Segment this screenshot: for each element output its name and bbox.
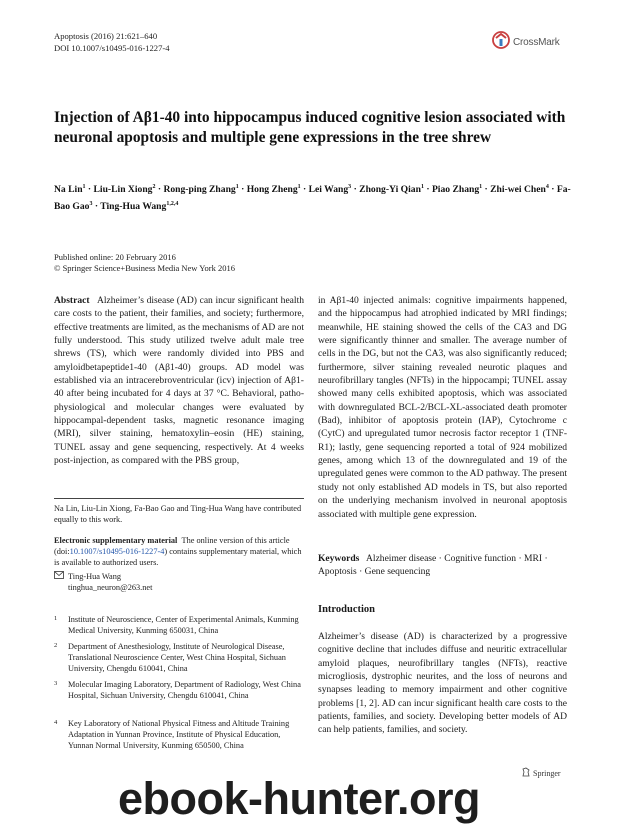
article-title: Injection of Aβ1-40 into hippocampus induced cognitive lesion associated with neuronal apoptosis and multiple gene expressions in the tree shrew: [54, 109, 566, 146]
crossmark-label: CrossMark: [513, 37, 560, 48]
publication-info: [54, 252, 235, 274]
affiliation-number: 2: [54, 642, 58, 649]
affiliation-number: 1: [54, 615, 58, 622]
publisher-mark: [521, 767, 561, 779]
crossmark-icon: [492, 31, 510, 54]
abstract-text-left: Alzheimer’s disease (AD) can incur significant health care costs to the patient, their families, and society; furthermore, effective treatments are limited, as the mechanisms of AD are not fully understood. This study utilized twelve adult male tree shrews (TS), which were randomly divided into PBS and amyloidbetapeptide1-40 (Aβ1-40) groups. AD model was established via an intracerebroventricular (icv) injection of Aβ1-40 after being incubated for 4 days at 37 °C. Behavioral, patho-physiological and molecular changes were evaluated by hippocampal-dependent tasks, magnetic resonance imaging (MRI), silver staining, hematoxylin–eosin (HE) staining, TUNEL assay and gene sequencing, respectively. At 4 weeks post-injection, as compared with the PBS group,: [54, 295, 304, 467]
envelope-icon: [54, 571, 68, 582]
affiliation-text: Molecular Imaging Laboratory, Department of Radiology, West China Hospital, Sichuan University, Chengdu 610041, China: [68, 680, 301, 700]
author-affiliation-mark: 3: [348, 184, 352, 190]
author-name: Hong Zheng$^1$: [246, 184, 301, 196]
author-affiliation-mark: 1: [420, 184, 424, 190]
published-date: Published online: 20 February 2016: [54, 252, 176, 262]
introduction-heading: Introduction: [318, 604, 375, 615]
abstract-right: [318, 294, 567, 521]
esm-text-a: The online version of this article (doi:: [54, 536, 290, 556]
author-name: Fa-Bao Gao$^3$: [54, 184, 571, 213]
author-affiliation-mark: 1,2,4: [166, 201, 179, 208]
doi-line: DOI 10.1007/s10495-016-1227-4: [54, 42, 170, 53]
author-name: Na Lin$^1$: [54, 184, 86, 196]
author-affiliation-mark: 3: [89, 201, 93, 208]
affiliation-number: 4: [54, 719, 58, 726]
author-name: Liu-Lin Xiong$^2$: [93, 184, 156, 196]
journal-header: [54, 31, 170, 54]
copyright-line: © Springer Science+Business Media New York 2016: [54, 263, 235, 273]
affiliation-4: [54, 718, 304, 751]
author-name: Lei Wang$^3$: [308, 184, 352, 196]
author-name: Zhong-Yi Qian$^1$: [359, 184, 424, 196]
author-name: Rong-ping Zhang$^1$: [163, 184, 239, 196]
corresponding-author: [54, 571, 304, 593]
affiliation-text: Institute of Neuroscience, Center of Experimental Animals, Kunming Medical University, Kunming 650031, China: [68, 615, 299, 635]
abstract-text-right: in Aβ1-40 injected animals: cognitive impairments happened, and the hippocampus had atrophied indicated by MRI findings; meanwhile, HE staining showed the cells of the CA3 and DG were significantly thinner and smaller. The average number of cells in the DG, but not the CA3, was also significantly reduced; furthermore, silver staining revealed neurotic plaques and neurofibrillary tangles (NFTs) in the hippocampi; TUNEL assay showed many cells exhibited apoptosis, which was associated with downregulated BCL-2/BCL-XL-associated death promoter (Bad), inhibitor of apoptosis protein (IAP), Cytochrome c (CytC) and upregulated tumor necrosis factor receptor 1 (TNF-R1); lastly, gene sequencing reported a total of 924 mobilized genes, among which 13 of the downregulated and 19 of the upregulated genes were common to the AD pathway. The present study not only established AD models in TS, but also reported on the underlying mechanism involved in neuronal apoptosis associated with multiple gene expression.: [318, 295, 567, 520]
author-affiliation-mark: 4: [545, 184, 549, 190]
author-list: Na Lin$^1$ · Liu-Lin Xiong$^2$ · Rong-ping Zhang$^1$ · Hong Zheng$^1$ · Lei Wang$^3$ · Zhong-Yi Qian$^1$ · Piao Zhang$^1$ · Zhi-wei Chen$^4$ · Fa-Bao Gao$^3$ · Ting-Hua Wang$^{1,2,4}$: [54, 184, 571, 213]
author-affiliation-mark: 1: [82, 184, 86, 190]
author-name: Piao Zhang$^1$: [431, 184, 483, 196]
abstract-left: [54, 294, 304, 467]
esm-text-b: ) contains supplementary material, which is available to authorized users.: [54, 547, 302, 567]
author-name: Zhi-wei Chen$^4$: [490, 184, 549, 196]
author-affiliation-mark: 1: [235, 184, 239, 190]
keywords: [318, 552, 567, 579]
esm-heading: Electronic supplementary material: [54, 536, 178, 545]
abstract-label: Abstract: [54, 295, 90, 306]
watermark: ebook-hunter.org: [118, 773, 480, 824]
crossmark-badge[interactable]: [492, 31, 560, 54]
doi-link[interactable]: 10.1007/s10495-016-1227-4: [69, 547, 165, 556]
publisher-name: Springer: [533, 768, 561, 778]
affiliation-text: Key Laboratory of National Physical Fitness and Altitude Training Adaptation in Yunnan Province, Institute of Physical Education, Yunnan Normal University, Kunming 650500, China: [68, 719, 290, 750]
footnote-divider: [54, 498, 304, 499]
author-affiliation-mark: 1: [297, 184, 301, 190]
introduction-text: Alzheimer’s disease (AD) is characterized by a progressive cognitive decline that includes diffuse and neuritic extracellular amyloid plaques, neurofibrillary tangles (NFTs), reactive microgliosis, dystrophic neurites, and the loss of neurons and synapses leading to memory impairment and other cognitive problems [1, 2]. AD can incur significant health care costs to the patients, families, and society. Developing better models of AD can help patients, families, and society.: [318, 631, 567, 736]
affiliation-number: 3: [54, 680, 58, 687]
springer-horse-icon: [521, 767, 531, 779]
keywords-label: Keywords: [318, 553, 360, 564]
corresponding-email[interactable]: tinghua_neuron@263.net: [68, 583, 153, 592]
affiliation-3: [54, 679, 304, 701]
supplementary-note: [54, 535, 304, 568]
journal-citation: Apoptosis (2016) 21:621–640: [54, 31, 158, 41]
keywords-text: Alzheimer disease · Cognitive function · MRI · Apoptosis · Gene sequencing: [318, 553, 548, 578]
author-affiliation-mark: 2: [152, 184, 156, 190]
author-affiliation-mark: 1: [479, 184, 483, 190]
affiliation-1: [54, 614, 304, 636]
author-name: Ting-Hua Wang$^{1,2,4}$: [100, 201, 179, 213]
affiliation-2: [54, 641, 304, 674]
corresponding-name: Ting-Hua Wang: [68, 572, 122, 581]
equal-contribution-note: Na Lin, Liu-Lin Xiong, Fa-Bao Gao and Ting-Hua Wang have contributed equally to this work.: [54, 504, 302, 524]
affiliation-text: Department of Anesthesiology, Institute of Neurological Disease, Translational Neuroscience Center, West China Hospital, Sichuan University, Chengdu 610041, China: [68, 642, 286, 673]
